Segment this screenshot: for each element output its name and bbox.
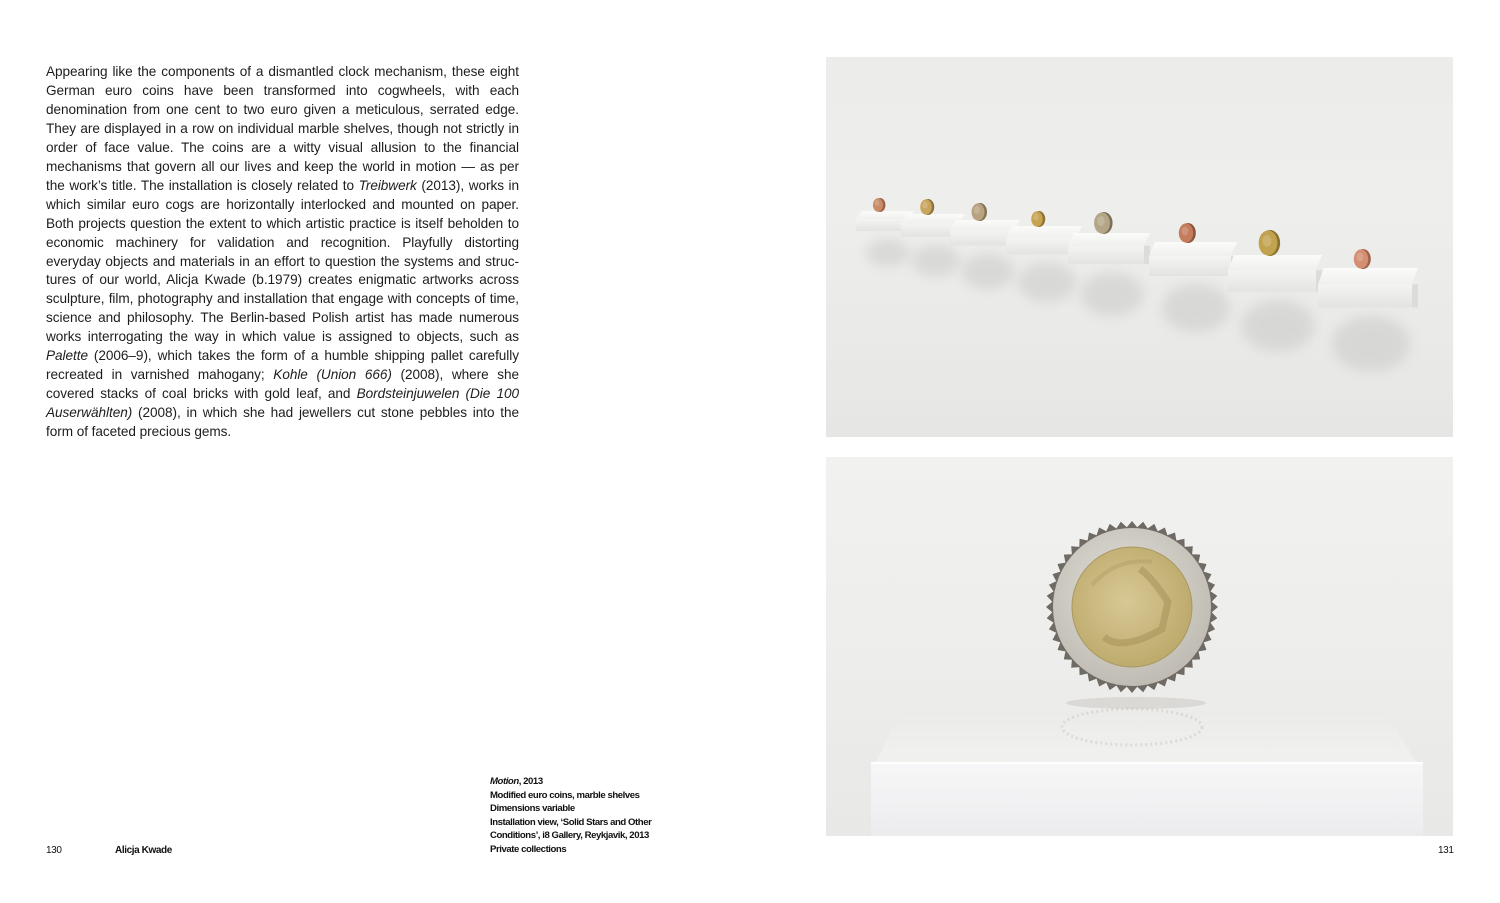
euro-cog-coin <box>873 198 886 212</box>
euro-cog-coin <box>1031 211 1045 227</box>
body-text <box>46 63 519 442</box>
euro-cog-coin <box>1354 249 1371 269</box>
euro-cog-coin <box>1094 212 1113 234</box>
artwork-caption <box>490 775 651 857</box>
caption-collection: Private collections <box>490 843 567 855</box>
installation-photo <box>826 57 1453 437</box>
two-euro-cog-coin <box>1046 521 1218 709</box>
coin-detail-photo <box>826 457 1453 836</box>
body-text-run: (2006–9), which takes the form of a humble shipping pallet carefully recreated in varnished mahogany; <box>46 348 519 383</box>
page-number-left: 130 <box>46 845 62 856</box>
body-text-run: (2013), works in which similar euro cogs are horizontally interlocked and mounted on paper. Both projects question the extent to which artistic practice is itself beholden to economic machinery for validation and recognition. Playfully distorting everyday objects and materials in an effort to question the systems and structures of our world, Alicja Kwade (b.1979) creates enigmatic artworks across sculpture, film, photography and installation that engage with concepts of time, science and philosophy. The Berlin-based Polish artist has made numerous works interrogating the way in which value is assigned to objects, such as <box>46 177 519 345</box>
coin-shelves-illustration <box>826 57 1453 437</box>
marble-shelf <box>1228 255 1322 352</box>
page-number-right: 131 <box>1438 845 1454 856</box>
marble-shelf <box>1068 233 1150 316</box>
body-text-run: (2008), in which she had jewellers cut stone pebbles into the form of faceted precious gems. <box>46 405 519 440</box>
two-euro-cog-illustration <box>826 457 1453 836</box>
marble-block-front <box>871 762 1423 836</box>
caption-installation-2: Conditions’, i8 Gallery, Reykjavik, 2013 <box>490 830 649 842</box>
artwork-title: Treibwerk <box>358 177 417 193</box>
caption-year: , 2013 <box>518 776 543 787</box>
body-text-run: Appearing like the components of a dismantled clock mechanism, these eight German euro coins have been transformed into cogwheels, with each denomination from one cent to two euro given a meticulous, serrated edge. They are displayed in a row on individual marble shelves, though not strictly in order of face value. The coins are a witty visual allusion to the financial mechanisms that govern all our lives and keep the world in motion — as per the work’s title. The installation is closely related to <box>46 64 519 193</box>
caption-installation-1: Installation view, ‘Solid Stars and Other <box>490 816 652 828</box>
euro-cog-coin <box>1259 230 1281 256</box>
marble-shelf <box>950 220 1020 290</box>
body-text-run: (2008), where she covered stacks of coal bricks with gold leaf, and <box>46 367 520 402</box>
marble-shelf <box>1149 242 1237 332</box>
running-head: Alicja Kwade <box>115 845 172 856</box>
caption-title: Motion <box>490 776 519 787</box>
euro-cog-coin <box>920 199 934 215</box>
caption-title-line <box>490 775 651 789</box>
caption-dimensions: Dimensions variable <box>490 803 575 815</box>
marble-shelf <box>1318 268 1418 372</box>
euro-cog-coin <box>972 203 988 221</box>
marble-block-top <box>876 712 1416 762</box>
artwork-title: Palette <box>46 348 88 364</box>
artwork-title: Bordsteinjuwelen (Die 100 Auserwählten) <box>46 386 519 421</box>
artwork-title: Kohle (Union 666) <box>273 367 392 383</box>
caption-medium: Modified euro coins, marble shelves <box>490 789 640 801</box>
marble-shelf <box>1006 226 1082 302</box>
euro-cog-coin <box>1179 223 1196 243</box>
